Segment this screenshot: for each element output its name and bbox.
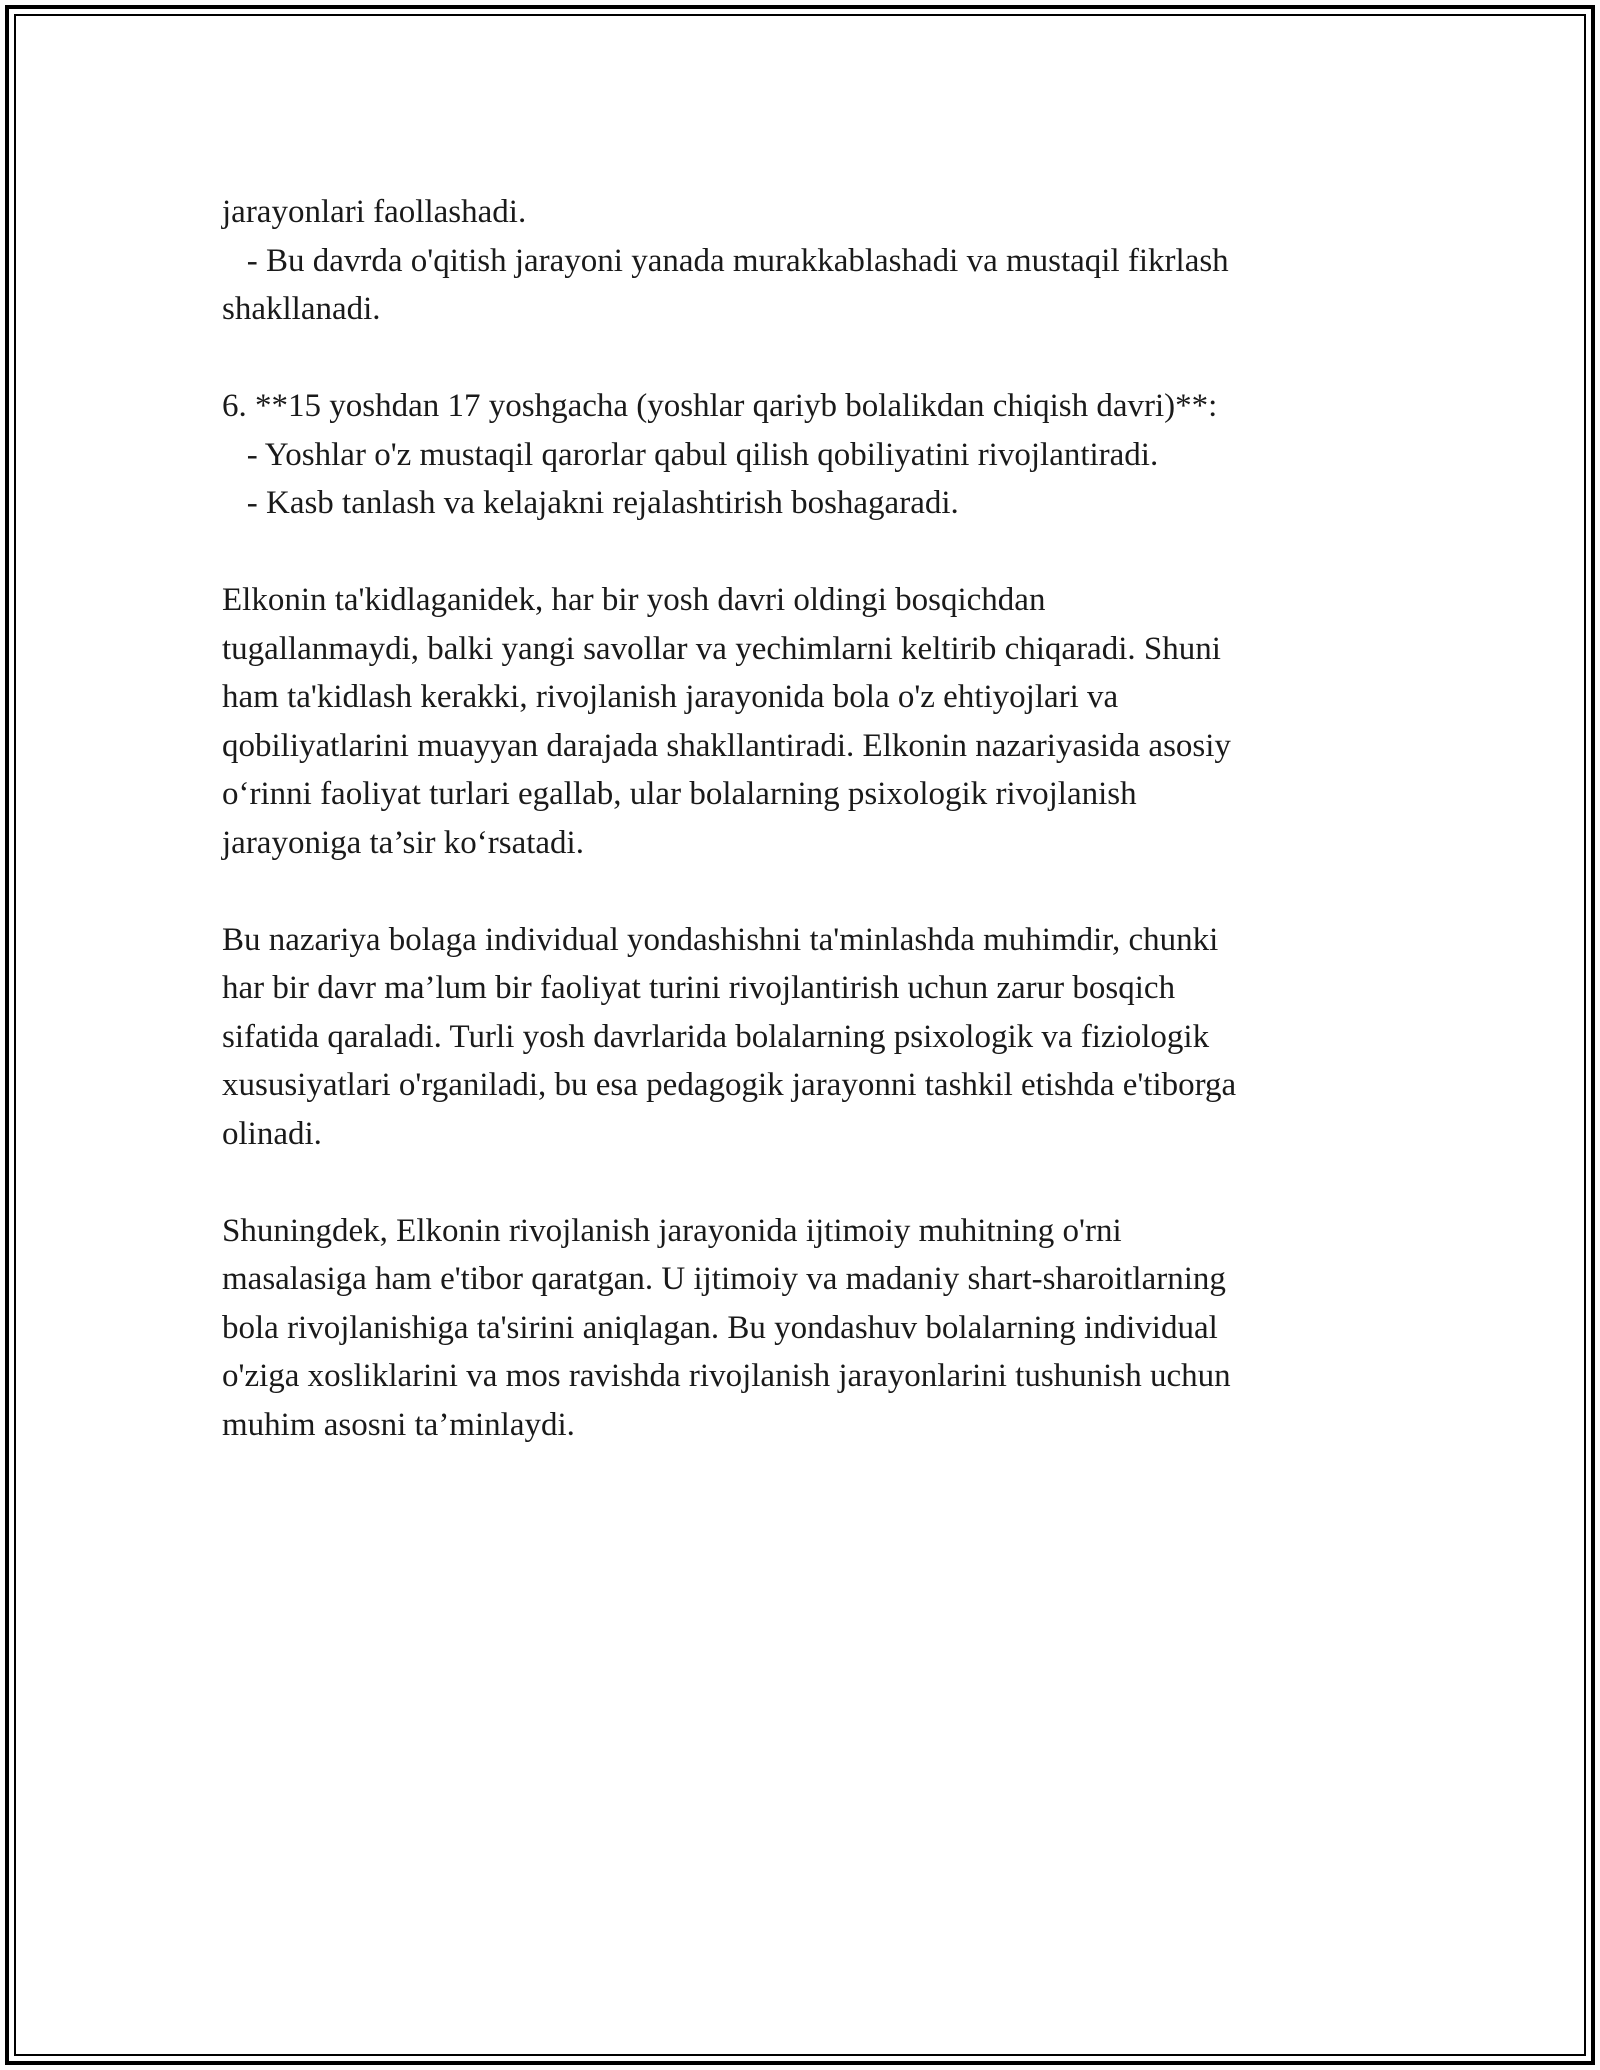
- text-line: bola rivojlanishiga ta'sirini aniqlagan. Bu yondashuv bolalarning individual: [222, 1309, 1218, 1346]
- text-line: o'ziga xosliklarini va mos ravishda rivojlanish jarayonlarini tushunish uchun: [222, 1358, 1231, 1394]
- paragraph-spacer: [222, 1158, 1382, 1207]
- paragraph-theory: [222, 916, 1382, 1159]
- text-line: xususiyatlari o'rganiladi, bu esa pedagogik jarayonni tashkil etishda e'tiborga: [222, 1067, 1237, 1103]
- list-subitem: - Kasb tanlash va kelajakni rejalashtirish boshagaradi.: [222, 485, 959, 521]
- text-line: Shuningdek, Elkonin rivojlanish jarayonida ijtimoiy muhitning o'rni: [222, 1212, 1122, 1249]
- text-line: Elkonin ta'kidlaganidek, har bir yosh davri oldingi bosqichdan: [222, 582, 1046, 618]
- text-line: olinadi.: [222, 1115, 322, 1152]
- list-item-heading: 6. **15 yoshdan 17 yoshgacha (yoshlar qariyb bolalikdan chiqish davri)**:: [222, 388, 1218, 424]
- text-line: Bu nazariya bolaga individual yondashishni ta'minlashda muhimdir, chunki: [222, 921, 1219, 958]
- paragraph-social: [222, 1207, 1382, 1450]
- list-subitem: - Yoshlar o'z mustaqil qarorlar qabul qilish qobiliyatini rivojlantiradi.: [222, 436, 1159, 473]
- continuation-block: [222, 188, 1382, 334]
- text-line: masalasiga ham e'tibor qaratgan. U ijtimoiy va madaniy shart-sharoitlarning: [222, 1261, 1226, 1297]
- text-line: jarayonlari faollashadi.: [222, 194, 527, 230]
- text-line: o‘rinni faoliyat turlari egallab, ular bolalarning psixologik rivojlanish: [222, 776, 1137, 812]
- paragraph-spacer: [222, 867, 1382, 916]
- text-line: qobiliyatlarini muayyan darajada shakllantiradi. Elkonin nazariyasida asosiy: [222, 727, 1231, 764]
- paragraph-spacer: [222, 528, 1382, 577]
- text-line: har bir davr ma’lum bir faoliyat turini rivojlantirish uchun zarur bosqich: [222, 970, 1176, 1006]
- text-line: - Bu davrda o'qitish jarayoni yanada murakkablashadi va mustaqil fikrlash: [222, 242, 1229, 279]
- document-body: [222, 188, 1382, 1449]
- paragraph-spacer: [222, 334, 1382, 383]
- text-line: muhim asosni ta’minlaydi.: [222, 1406, 575, 1443]
- text-line: sifatida qaraladi. Turli yosh davrlarida bolalarning psixologik va fiziologik: [222, 1018, 1210, 1055]
- text-line: shakllanadi.: [222, 291, 381, 327]
- text-line: jarayoniga ta’sir ko‘rsatadi.: [222, 824, 584, 861]
- text-line: tugallanmaydi, balki yangi savollar va yechimlarni keltirib chiqaradi. Shuni: [222, 630, 1221, 667]
- list-item-6: [222, 382, 1382, 528]
- text-line: ham ta'kidlash kerakki, rivojlanish jarayonida bola o'z ehtiyojlari va: [222, 679, 1119, 715]
- paragraph-elkonin: [222, 576, 1382, 867]
